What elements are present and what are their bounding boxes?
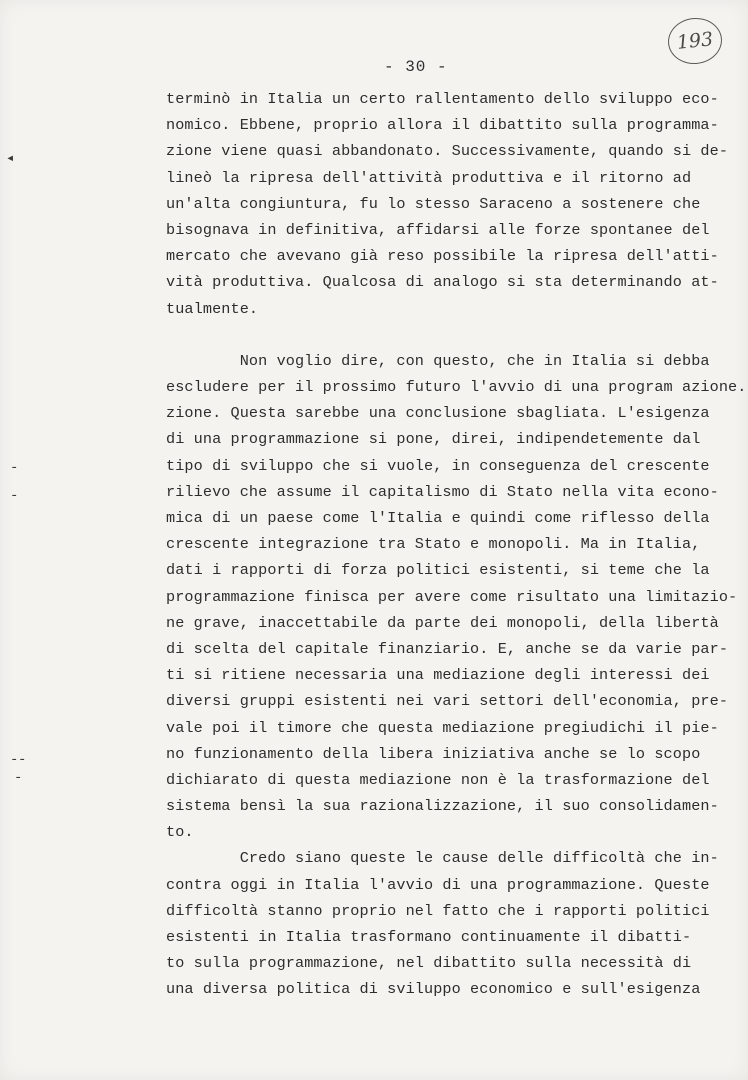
text-line: una diversa politica di sviluppo economico e sull'esigenza (166, 980, 701, 999)
text-line: mercato che avevano già reso possibile la ripresa dell'atti- (166, 247, 719, 266)
margin-mark: - (14, 770, 23, 786)
margin-mark: ◂ (6, 151, 15, 167)
text-line: zione viene quasi abbandonato. Successivamente, quando si de- (166, 142, 729, 161)
text-line: lineò la ripresa dell'attività produttiva e il ritorno ad (166, 168, 692, 187)
text-line: zione. Questa sarebbe una conclusione sbagliata. L'esigenza (166, 404, 710, 423)
text-line: un'alta congiuntura, fu lo stesso Saraceno a sostenere che (166, 194, 701, 213)
text-line: crescente integrazione tra Stato e monopoli. Ma in Italia, (166, 535, 701, 554)
text-line: vale poi il timore che questa mediazione pregiudichi il pie- (166, 718, 719, 737)
text-line: Non voglio dire, con questo, che in Italia si debba (166, 351, 710, 370)
text-line: to sulla programmazione, nel dibattito sulla necessità di (166, 954, 692, 973)
text-line: di una programmazione si pone, direi, indipendetemente dal (166, 430, 701, 449)
text-line: ne grave, inaccettabile da parte dei monopoli, della libertà (166, 613, 719, 632)
text-line: to. (166, 823, 194, 842)
text-line: rilievo che assume il capitalismo di Stato nella vita econo- (166, 482, 719, 501)
text-line: tipo di sviluppo che si vuole, in conseguenza del crescente (166, 456, 710, 475)
text-line: dati i rapporti di forza politici esistenti, si teme che la (166, 561, 710, 580)
text-line: terminò in Italia un certo rallentamento dello sviluppo eco- (166, 90, 719, 108)
body-text (166, 86, 747, 1003)
text-line: tualmente. (166, 299, 259, 318)
text-line: difficoltà stanno proprio nel fatto che i rapporti politici (166, 901, 710, 920)
text-line: bisognava in definitiva, affidarsi alle forze spontanee del (166, 220, 710, 239)
margin-mark: - (10, 460, 19, 476)
text-line: vità produttiva. Qualcosa di analogo si sta determinando at- (166, 273, 719, 292)
margin-mark: - (10, 488, 19, 504)
text-line: esistenti in Italia trasformano continuamente il dibatti- (166, 928, 692, 946)
text-line: di scelta del capitale finanziario. E, anche se da varie par- (166, 639, 729, 658)
archive-stamp-number: 193 (666, 15, 725, 66)
text-line: mica di un paese come l'Italia e quindi come riflesso della (166, 509, 710, 527)
text-line: contra oggi in Italia l'avvio di una programmazione. Queste (166, 875, 710, 894)
text-line: no funzionamento della libera iniziativa anche se lo scopo (166, 744, 701, 763)
text-line: programmazione finisca per avere come risultato una limitazio- (166, 587, 738, 606)
text-line: dichiarato di questa mediazione non è la trasformazione del (166, 770, 710, 789)
text-line: nomico. Ebbene, proprio allora il dibattito sulla programma- (166, 116, 719, 135)
margin-mark: - (18, 752, 27, 768)
text-line: diversi gruppi esistenti nei vari settori dell'economia, pre- (166, 692, 729, 711)
paragraph-gap (166, 322, 706, 348)
page-number: - 30 - (384, 58, 448, 76)
margin-mark: - (10, 752, 19, 768)
text-line: escludere per il prossimo futuro l'avvio di una program azione. (166, 378, 747, 397)
text-line: sistema bensì la sua razionalizzazione, il suo consolidamen- (166, 797, 719, 816)
text-line: Credo siano queste le cause delle difficoltà che in- (166, 849, 719, 868)
text-line: ti si ritiene necessaria una mediazione degli interessi dei (166, 666, 710, 685)
